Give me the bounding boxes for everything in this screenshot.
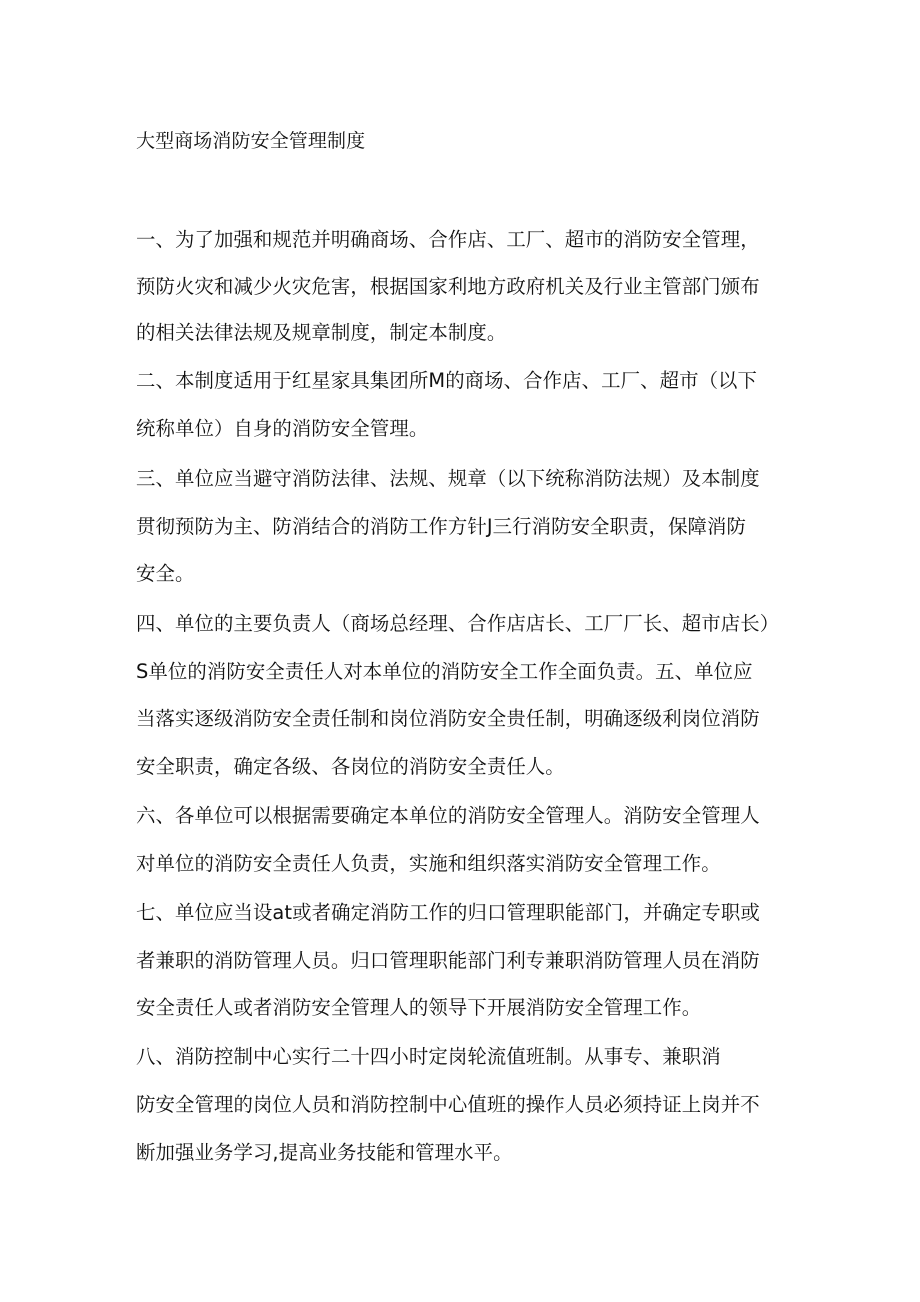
paragraph-line: 贯彻预防为主、防消结合的消防工作方针J三行消防安全职责，保障消防 bbox=[136, 515, 747, 538]
paragraph-line: 二、本制度适用于红星家具集团所M的商场、合作店、工厂、超市（以下 bbox=[136, 369, 758, 392]
paragraph-line: 安全职责，确定各级、各岗位的消防安全责任人。 bbox=[136, 755, 565, 778]
paragraph-line: S单位的消防安全责任人对本单位的消防安全工作全面负责。五、单位应 bbox=[136, 660, 753, 683]
paragraph-line: 者兼职的消防管理人员。归口管理职能部门利专兼职消防管理人员在消防 bbox=[136, 949, 760, 972]
document-title: 大型商场消防安全管理制度 bbox=[136, 130, 366, 152]
paragraph-line: 一、为了加强和规范并明确商场、合作店、工厂、超市的消防安全管理， bbox=[136, 228, 760, 251]
paragraph-line: 当落实逐级消防安全责任制和岗位消防安全贵任制，明确逐级利岗位消防 bbox=[136, 707, 760, 730]
paragraph-line: 安全责任人或者消防安全管理人的领导下开展消防安全管理工作。 bbox=[136, 996, 702, 1019]
paragraph-line: 安全。 bbox=[136, 562, 195, 585]
paragraph-line: 对单位的消防安全责任人负责，实施和组织落实消防安全管理工作。 bbox=[136, 852, 721, 875]
paragraph-line: 预防火灾和减少火灾危害，根据国家利地方政府机关及行业主管部门颁布 bbox=[136, 275, 760, 298]
paragraph-line: 八、消防控制中心实行二十四小时定岗轮流值班制。从事专、兼职消 bbox=[136, 1045, 721, 1068]
paragraph-line: 三、单位应当避守消防法律、法规、规章（以下统称消防法规）及本制度 bbox=[136, 467, 760, 490]
paragraph-line: 防安全管理的岗位人员和消防控制中心值班的操作人员必须持证上岗并不 bbox=[136, 1093, 760, 1116]
paragraph-line: 七、单位应当设at或者确定消防工作的归口管理职能部门，并确定专职或 bbox=[136, 901, 760, 924]
paragraph-line: 断加强业务学习,提高业务技能和管理水平。 bbox=[136, 1141, 513, 1164]
paragraph-line: 六、各单位可以根据需要确定本单位的消防安全管理人。消防安全管理人 bbox=[136, 804, 760, 827]
paragraph-line: 统称单位）自身的消防安全管理。 bbox=[136, 417, 429, 440]
paragraph-line: 的相关法律法规及规章制度，制定本制度。 bbox=[136, 321, 507, 344]
paragraph-line: 四、单位的主要负责人（商场总经理、合作店店长、工厂厂长、超市店长） bbox=[136, 612, 780, 635]
